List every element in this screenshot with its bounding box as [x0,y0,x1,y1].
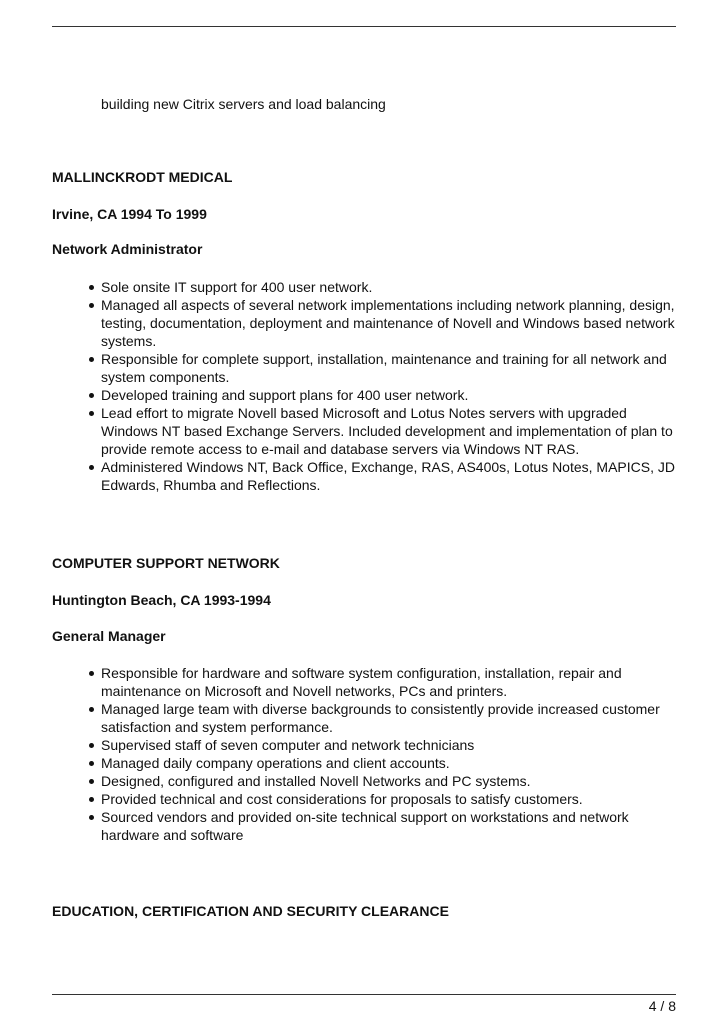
job-location-dates: Huntington Beach, CA 1993-1994 [52,592,271,608]
company-name: COMPUTER SUPPORT NETWORK [52,555,280,571]
duty-item: Managed all aspects of several network implementations including network planning, design, testing, documentation, deployment and maintenance of Novell and Windows based network systems. [101,297,675,349]
job-title: General Manager [52,628,166,644]
duty-item: Administered Windows NT, Back Office, Exchange, RAS, AS400s, Lotus Notes, MAPICS, JD Edwards, Rhumba and Reflections. [101,459,675,493]
duty-item: Supervised staff of seven computer and network technicians [101,736,676,754]
duty-item: Provided technical and cost considerations for proposals to satisfy customers. [101,790,676,808]
duty-item: Lead effort to migrate Novell based Microsoft and Lotus Notes servers with upgraded Windows NT based Exchange Servers. Included development and implementation of plan to provide remote access to e-mail and database servers via Windows NT RAS. [101,404,676,458]
duty-item: Managed daily company operations and client accounts. [101,754,676,772]
duties-list [101,278,676,494]
job-location-dates: Irvine, CA 1994 To 1999 [52,206,207,222]
duty-item: Designed, configured and installed Novell Networks and PC systems. [101,772,676,790]
page-number: 4 / 8 [648,998,676,1014]
company-name: MALLINCKRODT MEDICAL [52,169,233,185]
section-heading-education: EDUCATION, CERTIFICATION AND SECURITY CLEARANCE [52,903,449,919]
job-title: Network Administrator [52,241,203,257]
duty-item: Sole onsite IT support for 400 user network. [101,278,676,296]
duty-item: Responsible for hardware and software system configuration, installation, repair and maintenance on Microsoft and Novell networks, PCs and printers. [101,664,676,700]
top-rule [52,26,676,27]
continued-bullet-text: building new Citrix servers and load balancing [101,96,386,112]
duties-list [101,664,676,844]
duty-item: Managed large team with diverse backgrounds to consistently provide increased customer satisfaction and system performance. [101,700,676,736]
bottom-rule [52,994,676,995]
duty-item: Sourced vendors and provided on-site technical support on workstations and network hardware and software [101,808,676,844]
duty-item: Developed training and support plans for 400 user network. [101,386,676,404]
duty-item: Responsible for complete support, installation, maintenance and training for all network and system components. [101,350,676,386]
